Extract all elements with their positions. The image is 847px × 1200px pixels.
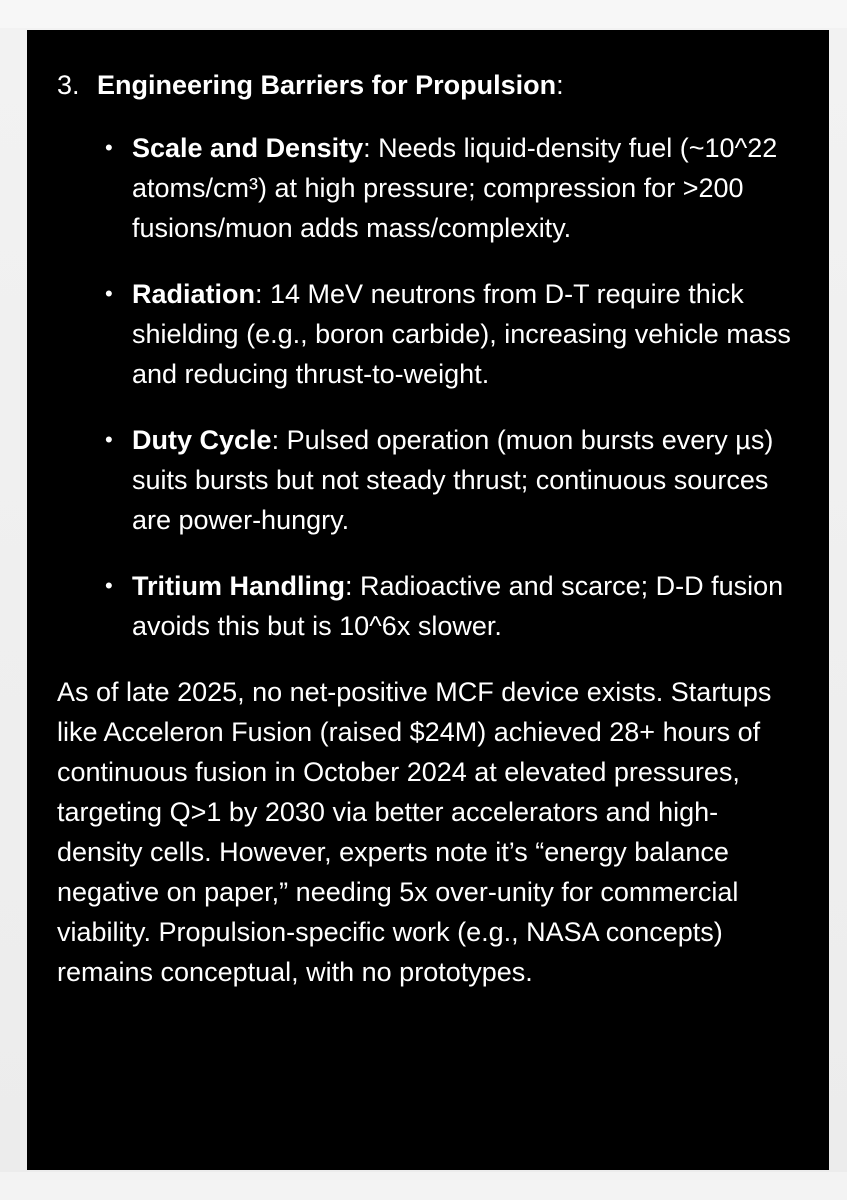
bullet-dot-icon: •: [105, 135, 113, 160]
bullet-dot-icon: •: [105, 573, 113, 598]
list-item: [105, 566, 799, 646]
list-item: [105, 274, 799, 394]
list-item: [105, 420, 799, 540]
bullet-term: Tritium Handling: [132, 571, 345, 601]
bullet-dot-icon: •: [105, 427, 113, 452]
bullet-dot-icon: •: [105, 281, 113, 306]
bullet-text: : Needs liquid-density fuel (~10^22 atoms/cm³) at high pressure; compression for >200 fusions/muon adds mass/complexity.: [132, 133, 778, 243]
bullet-term: Radiation: [132, 279, 256, 309]
response-text-panel: [27, 30, 829, 1170]
section-title: Engineering Barriers for Propulsion: [97, 70, 557, 100]
background-bottom-strip: [0, 1172, 847, 1200]
bullet-text: : Pulsed operation (muon bursts every µs) suits bursts but not steady thrust; continuous sources are power-hungry.: [132, 425, 774, 535]
bullet-term: Scale and Density: [132, 133, 364, 163]
section-title-colon: :: [556, 70, 564, 100]
section-heading: [57, 68, 799, 102]
bullet-text: : 14 MeV neutrons from D-T require thick shielding (e.g., boron carbide), increasing vehicle mass and reducing thrust-to-weight.: [132, 279, 791, 389]
bullet-term: Duty Cycle: [132, 425, 272, 455]
barrier-list: [57, 128, 799, 646]
section-number: 3.: [57, 70, 80, 100]
summary-paragraph: As of late 2025, no net-positive MCF device exists. Startups like Acceleron Fusion (raised $24M) achieved 28+ hours of continuous fusion in October 2024 at elevated pressures, targeting Q>1 by 2030 via better accelerators and high-density cells. However, experts note it’s “energy balance negative on paper,” needing 5x over-unity for commercial viability. Propulsion-specific work (e.g., NASA concepts) remains conceptual, with no prototypes.: [57, 677, 772, 987]
bullet-text: : Radioactive and scarce; D-D fusion avoids this but is 10^6x slower.: [132, 571, 784, 641]
list-item: [105, 128, 799, 248]
background-page-strip: [0, 0, 847, 28]
